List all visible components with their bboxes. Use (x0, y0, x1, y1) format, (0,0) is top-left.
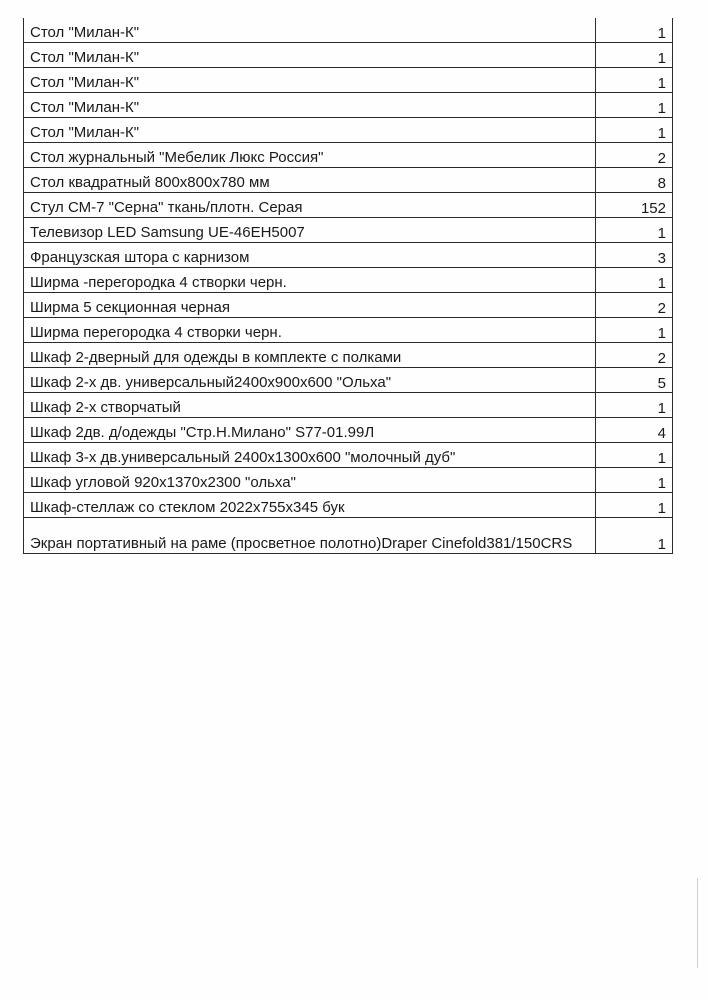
item-quantity: 1 (596, 268, 673, 293)
table-row (24, 93, 673, 118)
table-row (24, 18, 673, 43)
item-name: Телевизор LED Samsung UE-46EH5007 (24, 218, 596, 243)
item-name: Ширма -перегородка 4 створки черн. (24, 268, 596, 293)
item-quantity: 5 (596, 368, 673, 393)
item-name: Шкаф 2-х створчатый (24, 393, 596, 418)
table-row (24, 68, 673, 93)
item-quantity: 1 (596, 18, 673, 43)
scan-edge-mark (697, 878, 698, 968)
table-row (24, 493, 673, 518)
item-name: Стол журнальный "Мебелик Люкс Россия" (24, 143, 596, 168)
item-quantity: 1 (596, 218, 673, 243)
table-row (24, 243, 673, 268)
table-row (24, 418, 673, 443)
table-row (24, 143, 673, 168)
table-row (24, 43, 673, 68)
inventory-table-body (24, 18, 673, 554)
table-row (24, 193, 673, 218)
item-quantity: 1 (596, 393, 673, 418)
item-name: Шкаф 3-х дв.универсальный 2400х1300х600 "молочный дуб" (24, 443, 596, 468)
item-quantity: 1 (596, 93, 673, 118)
table-row (24, 118, 673, 143)
item-name: Стол квадратный 800х800х780 мм (24, 168, 596, 193)
item-name: Стол "Милан-К" (24, 118, 596, 143)
table-row (24, 518, 673, 554)
item-name: Шкаф-стеллаж со стеклом 2022х755х345 бук (24, 493, 596, 518)
table-row (24, 268, 673, 293)
item-name: Экран портативный на раме (просветное полотно)Draper Cinefold381/150CRS (24, 518, 596, 554)
table-row (24, 318, 673, 343)
item-name: Стол "Милан-К" (24, 18, 596, 43)
item-name: Шкаф 2-дверный для одежды в комплекте с полками (24, 343, 596, 368)
item-quantity: 1 (596, 493, 673, 518)
item-name: Шкаф 2дв. д/одежды "Стр.Н.Милано" S77-01.99Л (24, 418, 596, 443)
item-quantity: 1 (596, 43, 673, 68)
item-quantity: 1 (596, 443, 673, 468)
item-name: Стол "Милан-К" (24, 43, 596, 68)
item-quantity: 8 (596, 168, 673, 193)
item-quantity: 3 (596, 243, 673, 268)
item-quantity: 1 (596, 518, 673, 554)
item-quantity: 1 (596, 318, 673, 343)
item-name: Шкаф 2-х дв. универсальный2400х900х600 "Ольха" (24, 368, 596, 393)
table-row (24, 368, 673, 393)
item-name: Стул СМ-7 "Серна" ткань/плотн. Серая (24, 193, 596, 218)
item-quantity: 1 (596, 68, 673, 93)
item-quantity: 152 (596, 193, 673, 218)
table-row (24, 343, 673, 368)
table-row (24, 393, 673, 418)
item-quantity: 2 (596, 293, 673, 318)
table-row (24, 443, 673, 468)
item-name: Шкаф угловой 920х1370х2300 "ольха" (24, 468, 596, 493)
item-name: Французская штора с карнизом (24, 243, 596, 268)
item-quantity: 4 (596, 418, 673, 443)
item-quantity: 2 (596, 143, 673, 168)
item-quantity: 1 (596, 118, 673, 143)
inventory-table (23, 18, 673, 554)
table-row (24, 293, 673, 318)
item-quantity: 2 (596, 343, 673, 368)
table-row (24, 468, 673, 493)
table-row (24, 218, 673, 243)
item-quantity: 1 (596, 468, 673, 493)
item-name: Ширма перегородка 4 створки черн. (24, 318, 596, 343)
table-row (24, 168, 673, 193)
item-name: Ширма 5 секционная черная (24, 293, 596, 318)
item-name: Стол "Милан-К" (24, 93, 596, 118)
item-name: Стол "Милан-К" (24, 68, 596, 93)
